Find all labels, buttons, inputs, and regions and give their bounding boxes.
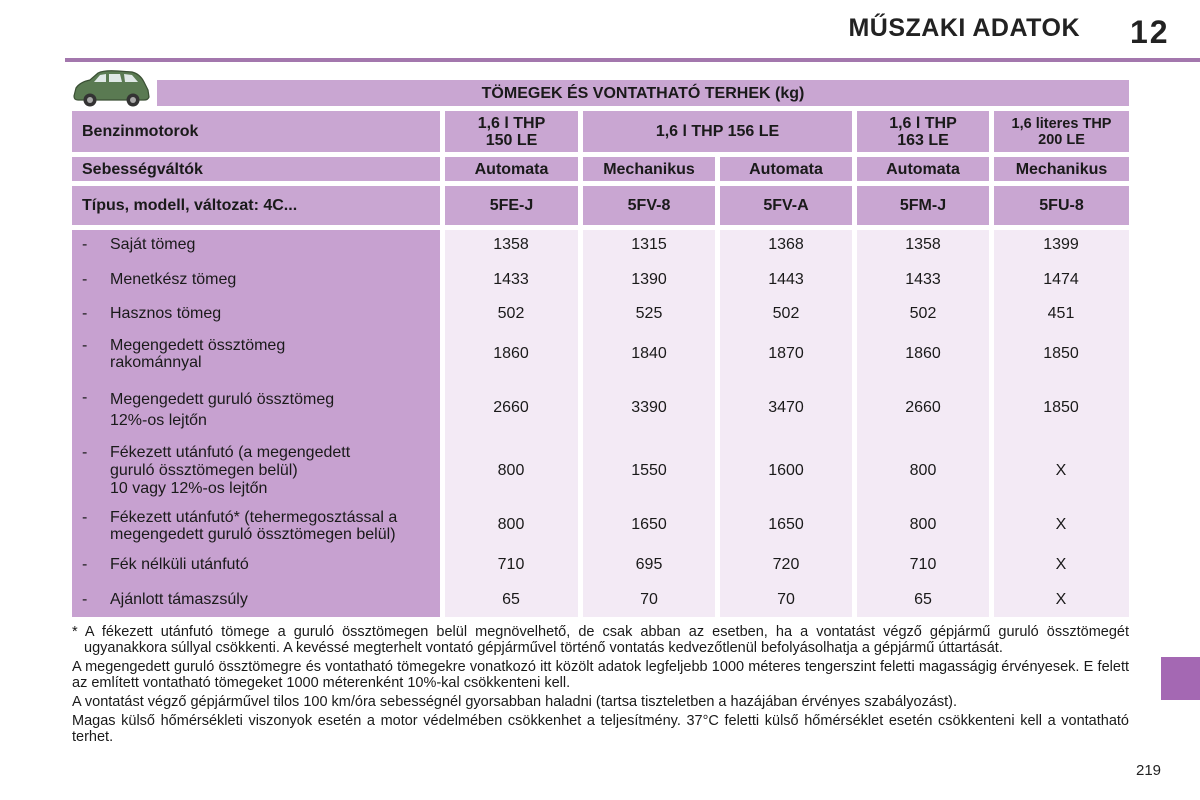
- table-cell: 1390: [631, 271, 667, 288]
- gearbox-cell: Mechanikus: [583, 157, 715, 181]
- table-cell: X: [1055, 591, 1067, 608]
- table-cell: 65: [502, 591, 520, 608]
- row-label: [110, 444, 350, 498]
- type-row-label: Típus, modell, változat: 4C...: [72, 186, 440, 225]
- table-cell: 1358: [905, 236, 941, 253]
- engine-header: [583, 111, 852, 152]
- table-cell: 710: [909, 556, 937, 573]
- page-number: 219: [1136, 762, 1162, 779]
- gearbox-row-label: Sebességváltók: [72, 157, 440, 181]
- row-label-line: megengedett guruló össztömegen belül): [110, 526, 396, 543]
- row-label-line: Hasznos tömeg: [110, 305, 222, 322]
- table-cell: 1870: [768, 345, 804, 362]
- car-icon: [70, 68, 152, 108]
- table-cell: 65: [914, 591, 932, 608]
- engine-header: [857, 111, 989, 152]
- row-label-line: Ajánlott támaszsúly: [110, 591, 248, 608]
- row-bullet: -: [82, 271, 88, 288]
- type-cell: 5FU-8: [994, 186, 1129, 225]
- row-label-line: 12%-os lejtőn: [110, 412, 207, 429]
- row-bullet: -: [82, 556, 88, 573]
- row-label: [110, 556, 249, 573]
- row-label: [110, 509, 397, 543]
- table-cell: 1650: [631, 516, 667, 533]
- table-cell: 70: [777, 591, 795, 608]
- table-cell: 1840: [631, 345, 667, 362]
- table-cell: X: [1055, 556, 1067, 573]
- table-cell: 525: [635, 305, 663, 322]
- gearbox-cell: Automata: [720, 157, 852, 181]
- table-cell: 502: [909, 305, 937, 322]
- table-cell: 800: [497, 516, 525, 533]
- engine-line: 1,6 l THP 156 LE: [655, 123, 780, 140]
- table-cell: 800: [497, 462, 525, 479]
- table-cell: 1600: [768, 462, 804, 479]
- row-label-line: 10 vagy 12%-os lejtőn: [110, 480, 268, 497]
- section-title: MŰSZAKI ADATOK: [848, 14, 1080, 42]
- table-cell: 502: [772, 305, 800, 322]
- table-cell: X: [1055, 516, 1067, 533]
- table-cell: 1443: [768, 271, 804, 288]
- row-label-line: Megengedett guruló össztömeg: [110, 391, 335, 408]
- row-label-line: Menetkész tömeg: [110, 271, 237, 288]
- engine-header: [994, 111, 1129, 152]
- type-cell: 5FE-J: [445, 186, 578, 225]
- row-label-line: Fékezett utánfutó* (tehermegosztással a: [110, 509, 398, 526]
- row-bullet: -: [82, 337, 88, 354]
- table-cell: 1850: [1043, 399, 1079, 416]
- table-cell: 2660: [905, 399, 941, 416]
- chapter-side-tab: [1161, 657, 1200, 700]
- table-cell: 3470: [768, 399, 804, 416]
- row-bullet: -: [82, 444, 88, 461]
- row-label-line: guruló össztömegen belül): [110, 462, 298, 479]
- table-cell: 1433: [905, 271, 941, 288]
- table-cell: 1860: [493, 345, 529, 362]
- gearbox-cell: Automata: [445, 157, 578, 181]
- chapter-number: 12: [1130, 14, 1170, 50]
- engine-line: 200 LE: [1038, 131, 1085, 148]
- row-label: [110, 236, 195, 253]
- footnote: A megengedett guruló össztömegre és vontatható tömegekre vonatkozó itt közölt adatok legfeljebb 1000 méteres tengerszint feletti magasságig érvényesek. E felett az említett vontatható tömegeket 1000 méterenként 10%-kal csökkenteni kell.: [72, 659, 1129, 691]
- footnote: * A fékezett utánfutó tömege a guruló össztömegen belül megnövelhető, de csak abban az esetben, ha a vontatást végző gépjármű guruló össztömegét ugyanakkora súllyal csökkenti. A kevéssé megterhelt vontató gépjárművel történő vontatás kedvezőtlenül befolyásolhatja a gépjármű úttartását.: [72, 624, 1129, 656]
- table-cell: 70: [640, 591, 658, 608]
- table-cell: 1433: [493, 271, 529, 288]
- table-cell: 451: [1047, 305, 1075, 322]
- table-cell: 1650: [768, 516, 804, 533]
- header-rule: [65, 58, 1200, 62]
- table-cell: X: [1055, 462, 1067, 479]
- row-label-line: rakománnyal: [110, 354, 202, 371]
- row-label-line: Saját tömeg: [110, 236, 196, 253]
- table-cell: 1850: [1043, 345, 1079, 362]
- engine-line: 163 LE: [897, 131, 949, 149]
- engine-line: 1,6 l THP: [477, 114, 546, 132]
- engine-row-label: Benzinmotorok: [72, 111, 440, 152]
- engine-line: 1,6 l THP: [889, 114, 957, 132]
- table-cell: 2660: [493, 399, 529, 416]
- type-cell: 5FV-A: [720, 186, 852, 225]
- row-bullet: -: [82, 591, 88, 608]
- engine-line: 1,6 literes THP: [1011, 115, 1112, 132]
- table-cell: 1315: [631, 236, 667, 253]
- table-cell: 800: [909, 516, 937, 533]
- gearbox-cell: Mechanikus: [994, 157, 1129, 181]
- table-cell: 695: [635, 556, 663, 573]
- footnote: A vontatást végző gépjárművel tilos 100 km/óra sebességnél gyorsabban haladni (tartsa tiszteletben a hazájában érvényes szabályozást).: [72, 694, 958, 710]
- row-label: [110, 337, 285, 371]
- table-cell: 502: [497, 305, 525, 322]
- row-bullet: -: [82, 509, 88, 526]
- table-cell: 1550: [631, 462, 667, 479]
- type-cell: 5FV-8: [583, 186, 715, 225]
- footnotes: [72, 624, 1129, 748]
- table-cell: 1399: [1043, 236, 1079, 253]
- footnote: Magas külső hőmérsékleti viszonyok esetén a motor védelmében csökkenhet a teljesítmény. 37°C feletti külső hőmérséklet esetén csökkenteni kell a vontatható terhet.: [72, 713, 1129, 745]
- row-bullet: -: [82, 236, 88, 253]
- row-label: [110, 305, 221, 322]
- table-cell: 1860: [905, 345, 941, 362]
- row-bullet: -: [82, 305, 88, 322]
- table-title: TÖMEGEK ÉS VONTATHATÓ TERHEK (kg): [157, 80, 1129, 106]
- table-cell: 720: [772, 556, 800, 573]
- table-cell: 710: [497, 556, 525, 573]
- row-label: [110, 389, 334, 431]
- row-label-line: Megengedett össztömeg: [110, 337, 286, 354]
- row-bullet: -: [82, 389, 88, 406]
- engine-header: [445, 111, 578, 152]
- engine-line: 150 LE: [485, 131, 538, 149]
- table-cell: 800: [909, 462, 937, 479]
- table-cell: 1368: [768, 236, 804, 253]
- table-cell: 3390: [631, 399, 667, 416]
- row-label: [110, 271, 236, 288]
- gearbox-cell: Automata: [857, 157, 989, 181]
- table-cell: 1358: [493, 236, 529, 253]
- row-label-line: Fék nélküli utánfutó: [110, 556, 249, 573]
- table-cell: 1474: [1043, 271, 1079, 288]
- row-label-line: Fékezett utánfutó (a megengedett: [110, 444, 351, 461]
- type-cell: 5FM-J: [857, 186, 989, 225]
- row-label: [110, 591, 248, 608]
